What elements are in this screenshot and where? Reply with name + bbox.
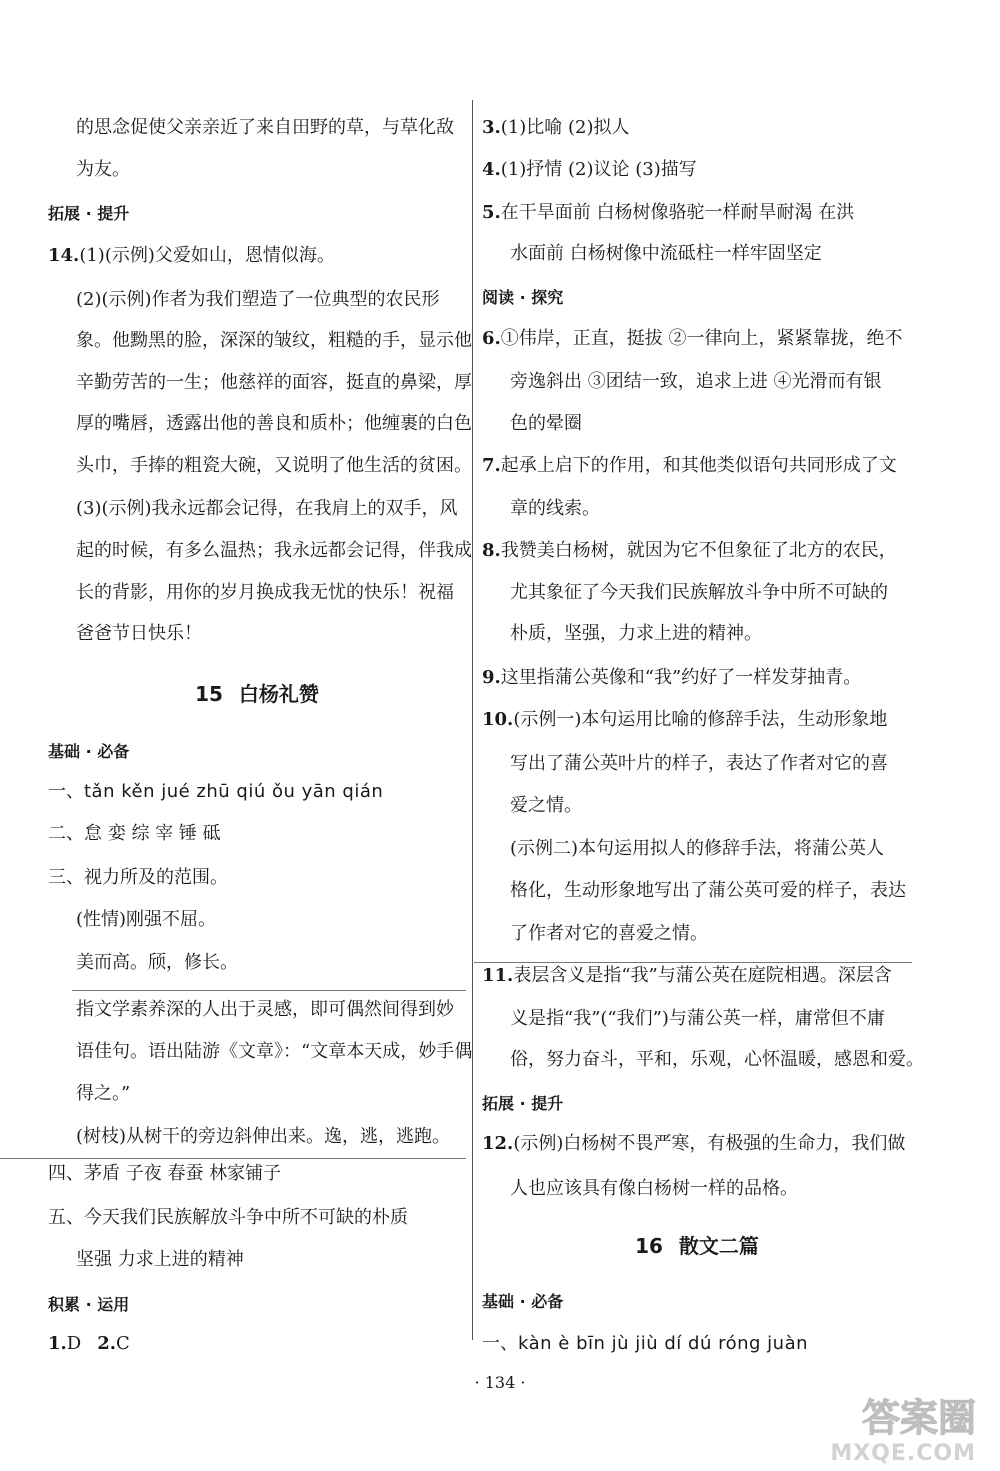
- item-prefix: 一、: [48, 781, 84, 802]
- text-line: 五、今天我们民族解放斗争中所不可缺的朴质: [48, 1207, 408, 1228]
- text-line: 旁逸斜出 ③团结一致，追求上进 ④光滑而有银: [510, 371, 882, 392]
- lesson-16-title: [482, 1232, 912, 1260]
- text-line: 格化，生动形象地写出了蒲公英可爱的样子，表达: [510, 880, 906, 901]
- text-line: 义是指“我”(“我们”)与蒲公英一样，庸常但不庸: [510, 1008, 885, 1029]
- question-number: 2.: [97, 1333, 117, 1354]
- text-line: 为友。: [76, 159, 130, 180]
- text-line: 厚的嘴唇，透露出他的善良和质朴；他缠裹的白色: [76, 413, 472, 434]
- section-heading-tuozhan-2: 拓展 · 提升: [482, 1094, 564, 1113]
- answer-text: 这里指蒲公英像和“我”约好了一样发芽抽青。: [500, 667, 862, 688]
- answer-11: [482, 962, 892, 990]
- text-line: 章的线索。: [510, 498, 600, 519]
- answer-5: [482, 199, 854, 227]
- text-line: 尤其象征了今天我们民族解放斗争中所不可缺的: [510, 582, 888, 603]
- answer-text: 起承上启下的作用，和其他类似语句共同形成了文: [500, 455, 897, 476]
- question-number: 8.: [482, 540, 501, 561]
- text-line: 二、怠 娈 综 宰 锤 砥: [48, 823, 221, 844]
- section-heading-jilei: 积累 · 运用: [48, 1295, 130, 1314]
- lesson-number: 15: [195, 682, 223, 706]
- text-line: (示例二)本句运用拟人的修辞手法，将蒲公英人: [510, 838, 885, 859]
- column-divider: [472, 100, 473, 1340]
- answer-10: [482, 706, 887, 734]
- answer-9: [482, 664, 861, 692]
- answer-3: [482, 114, 630, 142]
- text-line: 指文学素养深的人出于灵感，即可偶然间得到妙: [76, 999, 454, 1020]
- text-line: 人也应该具有像白杨树一样的品格。: [510, 1178, 798, 1199]
- text-line: (3)(示例)我永远都会记得，在我肩上的双手，风: [76, 498, 458, 519]
- pinyin-line: [482, 1330, 808, 1358]
- answer-8: [482, 537, 897, 565]
- text-line: 爱之情。: [510, 795, 582, 816]
- watermark-logo: [786, 1398, 976, 1470]
- pinyin-answers: kàn è bīn jù jiù dí dú róng juàn: [518, 1333, 809, 1354]
- question-number: 1.: [48, 1333, 67, 1354]
- section-heading-yuedu: 阅读 · 探究: [482, 288, 564, 307]
- answer-text: ①伟岸，正直，挺拔 ②一律向上，紧紧靠拢，绝不: [500, 328, 903, 349]
- lesson-title: 散文二篇: [678, 1234, 759, 1258]
- answer-text: (1)比喻 (2)拟人: [500, 117, 630, 138]
- answers-1-2: [48, 1330, 130, 1358]
- text-line: 象。他黝黑的脸，深深的皱纹，粗糙的手，显示他: [76, 330, 472, 351]
- answer-text: 在干旱面前 白杨树像骆驼一样耐旱耐渴 在洪: [500, 202, 855, 223]
- question-number: 3.: [482, 117, 501, 138]
- section-heading-tuozhan: 拓展 · 提升: [48, 204, 130, 223]
- text-line: 美而高。颀，修长。: [76, 952, 238, 973]
- answer-12: [482, 1130, 905, 1158]
- watermark-url: MXQE.COM: [830, 1441, 976, 1466]
- text-line: 的思念促使父亲亲近了来自田野的草，与草化敌: [76, 117, 454, 138]
- text-line: 坚强 力求上进的精神: [76, 1249, 244, 1270]
- answer-text: (示例一)本句运用比喻的修辞手法，生动形象地: [513, 709, 888, 730]
- watermark-text: 答案圈: [861, 1396, 976, 1440]
- answer-text: 我赞美白杨树，就因为它不但象征了北方的农民，: [500, 540, 897, 561]
- answer-text: (1)抒情 (2)议论 (3)描写: [500, 159, 697, 180]
- question-number: 4.: [482, 159, 501, 180]
- text-line: 朴质，坚强，力求上进的精神。: [510, 623, 762, 644]
- pinyin-answers: tǎn kěn jué zhū qiú ǒu yān qián: [84, 781, 384, 802]
- answer-6: [482, 325, 903, 353]
- question-number: 14.: [48, 245, 80, 266]
- answer-text: (示例)白杨树不畏严寒，有极强的生命力，我们做: [513, 1133, 906, 1154]
- horizontal-rule: [72, 990, 466, 991]
- question-number: 9.: [482, 667, 501, 688]
- page-number: · 134 ·: [474, 1373, 526, 1392]
- text-line: 得之。”: [76, 1083, 131, 1104]
- answer-4: [482, 156, 697, 184]
- answer-text: D: [66, 1333, 82, 1354]
- text-line: (树枝)从树干的旁边斜伸出来。逸，逃，逃跑。: [76, 1126, 451, 1147]
- text-line: (性情)刚强不屈。: [76, 909, 217, 930]
- text-line: 了作者对它的喜爱之情。: [510, 923, 708, 944]
- pinyin-line: [48, 778, 383, 806]
- text-line: 辛勤劳苦的一生；他慈祥的面容，挺直的鼻梁，厚: [76, 372, 472, 393]
- lesson-number: 16: [635, 1234, 663, 1258]
- text-line: 三、视力所及的范围。: [48, 867, 228, 888]
- text-line: 四、茅盾 子夜 春蚕 林家铺子: [48, 1163, 282, 1184]
- question-14: [48, 242, 335, 270]
- answer-text: C: [116, 1333, 130, 1354]
- answer-text: (1)(示例)父爱如山，恩情似海。: [79, 245, 335, 266]
- text-line: 语佳句。语出陆游《文章》：“文章本天成，妙手偶: [76, 1041, 473, 1062]
- text-line: 水面前 白杨树像中流砥柱一样牢固坚定: [510, 243, 822, 264]
- question-number: 11.: [482, 965, 514, 986]
- question-number: 5.: [482, 202, 501, 223]
- answer-7: [482, 452, 897, 480]
- question-number: 7.: [482, 455, 501, 476]
- item-prefix: 一、: [482, 1333, 518, 1354]
- text-line: 俗，努力奋斗，平和，乐观，心怀温暖，感恩和爱。: [510, 1049, 924, 1070]
- text-line: 长的背影，用你的岁月换成我无忧的快乐！祝福: [76, 582, 454, 603]
- section-heading-jichu: 基础 · 必备: [48, 742, 130, 761]
- lesson-title: 白杨礼赞: [238, 682, 319, 706]
- text-line: 头巾，手捧的粗瓷大碗，又说明了他生活的贫困。: [76, 455, 472, 476]
- text-line: 爸爸节日快乐！: [76, 623, 202, 644]
- answer-text: 表层含义是指“我”与蒲公英在庭院相遇。深层含: [513, 965, 892, 986]
- text-line: 写出了蒲公英叶片的样子，表达了作者对它的喜: [510, 753, 888, 774]
- text-line: 色的晕圈: [510, 413, 582, 434]
- lesson-15-title: [48, 680, 466, 708]
- section-heading-jichu-2: 基础 · 必备: [482, 1292, 564, 1311]
- text-line: 起的时候，有多么温热；我永远都会记得，伴我成: [76, 540, 472, 561]
- question-number: 12.: [482, 1133, 514, 1154]
- text-line: (2)(示例)作者为我们塑造了一位典型的农民形: [76, 289, 440, 310]
- question-number: 6.: [482, 328, 501, 349]
- horizontal-rule: [0, 1158, 466, 1159]
- question-number: 10.: [482, 709, 514, 730]
